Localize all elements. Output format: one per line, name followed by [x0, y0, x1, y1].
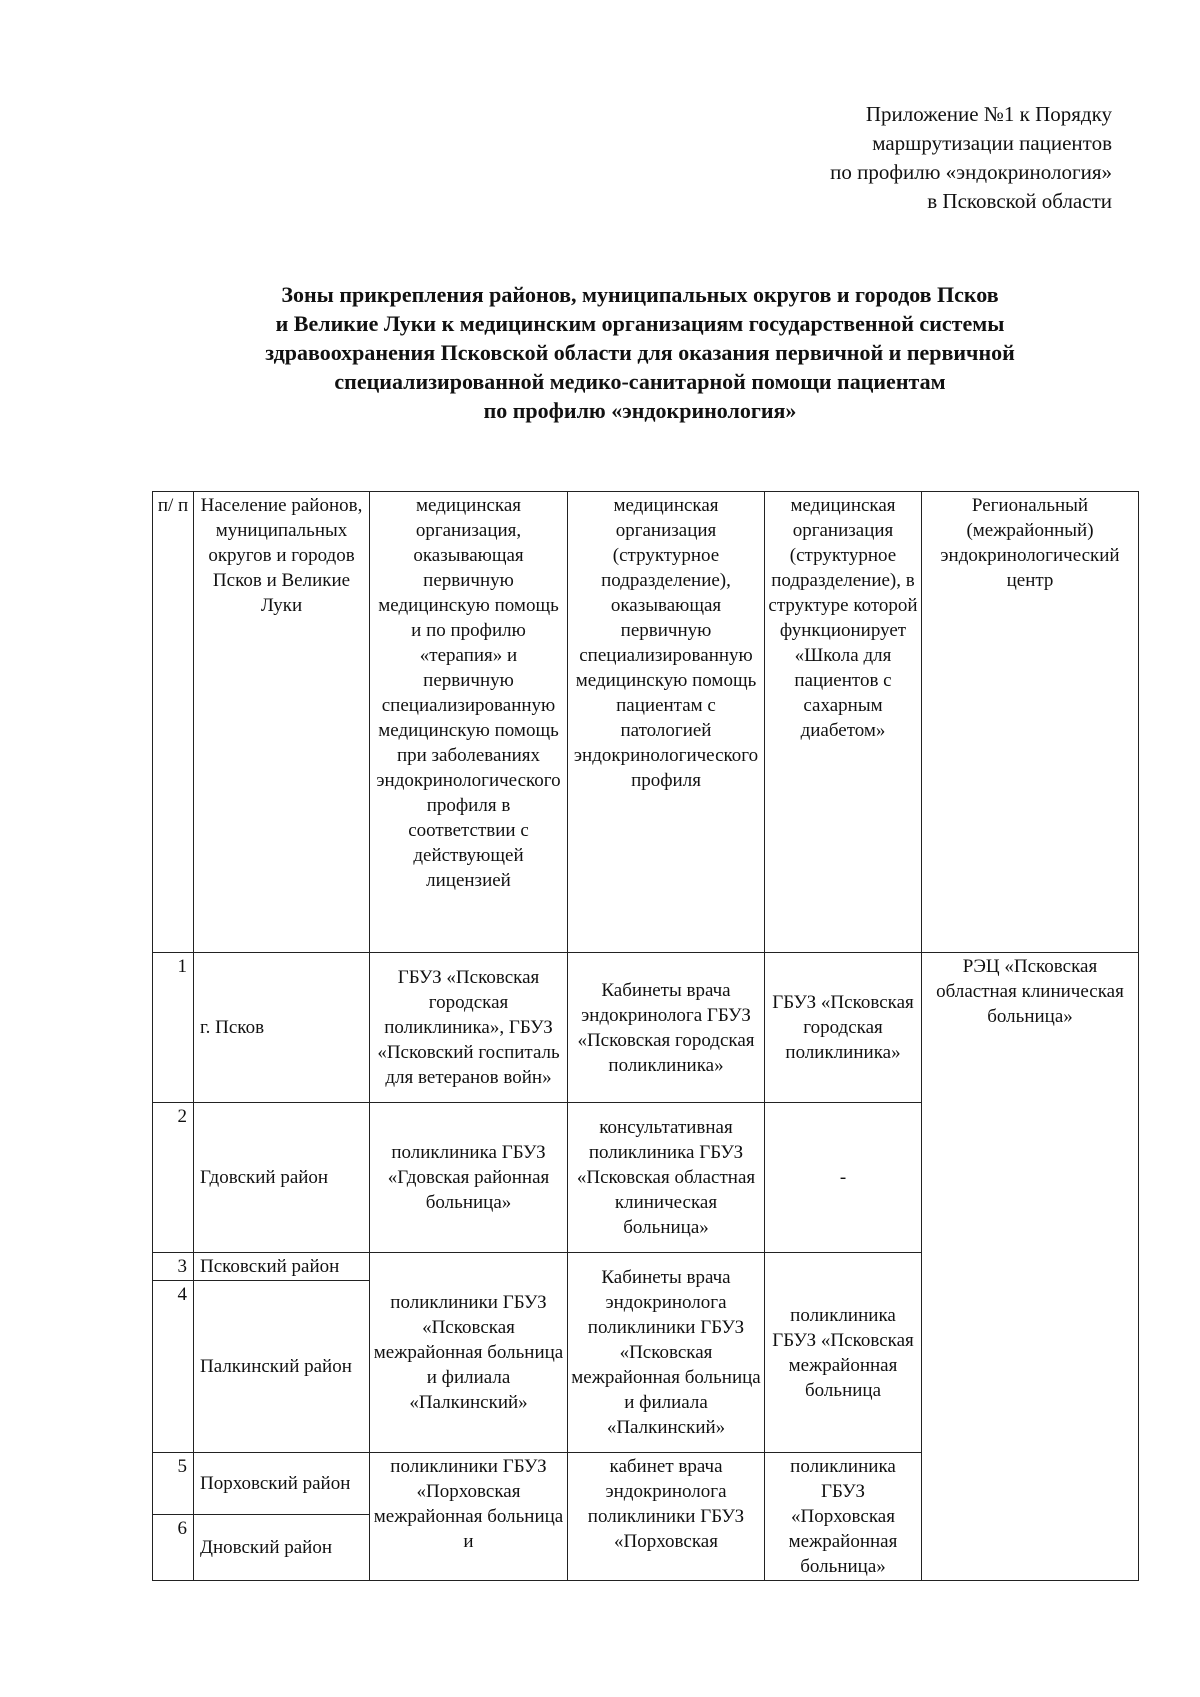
row-number: 3 — [153, 1253, 194, 1281]
header-population: Население районов, муниципальных округов и городов Псков и Великие Луки — [194, 492, 370, 953]
cell-specialized-care: консультативная поликлиника ГБУЗ «Псковская областная клиническая больница» — [568, 1103, 765, 1253]
row-number: 2 — [153, 1103, 194, 1253]
cell-specialized-care: Кабинеты врача эндокринолога поликлиники ГБУЗ «Псковская межрайонная больница и филиала «Палкинский» — [568, 1253, 765, 1453]
title-line: по профилю «эндокринология» — [483, 398, 797, 423]
annex-line: маршрутизации пациентов — [872, 131, 1112, 155]
row-population: Псковский район — [194, 1253, 370, 1281]
cell-specialized-care: Кабинеты врача эндокринолога ГБУЗ «Псковская городская поликлиника» — [568, 953, 765, 1103]
cell-specialized-care: кабинет врача эндокринолога поликлиники ГБУЗ «Порховская — [568, 1453, 765, 1581]
cell-diabetes-school: поликлиника ГБУЗ «Псковская межрайонная больница — [765, 1253, 922, 1453]
row-number: 6 — [153, 1515, 194, 1581]
annex-line: в Псковской области — [927, 189, 1112, 213]
cell-diabetes-school: поликлиника ГБУЗ «Порховская межрайонная больница» — [765, 1453, 922, 1581]
zones-table — [152, 491, 1139, 1581]
annex-line: по профилю «эндокринология» — [830, 160, 1112, 184]
row-population: Гдовский район — [194, 1103, 370, 1253]
cell-regional-center: РЭЦ «Псковская областная клиническая больница» — [922, 953, 1139, 1581]
table-header-row — [153, 492, 1139, 953]
cell-primary-care: поликлиники ГБУЗ «Псковская межрайонная больница и филиала «Палкинский» — [370, 1253, 568, 1453]
header-diabetes-school: медицинская организация (структурное подразделение), в структуре которой функционирует «Школа для пациентов с сахарным диабетом» — [765, 492, 922, 953]
title-line: и Великие Луки к медицинским организациям государственной системы — [275, 311, 1005, 336]
row-number: 5 — [153, 1453, 194, 1515]
row-population: Палкинский район — [194, 1281, 370, 1453]
header-regional-center: Региональный (межрайонный) эндокринологический центр — [922, 492, 1139, 953]
header-number: п/ п — [153, 492, 194, 953]
cell-primary-care: ГБУЗ «Псковская городская поликлиника», ГБУЗ «Псковский госпиталь для ветеранов войн» — [370, 953, 568, 1103]
cell-primary-care: поликлиника ГБУЗ «Гдовская районная больница» — [370, 1103, 568, 1253]
cell-diabetes-school: ГБУЗ «Псковская городская поликлиника» — [765, 953, 922, 1103]
title-line: Зоны прикрепления районов, муниципальных округов и городов Псков — [281, 282, 999, 307]
table-row — [153, 953, 1139, 1103]
header-specialized-care: медицинская организация (структурное подразделение), оказывающая первичную специализированную медицинскую помощь пациентам с патологией эндокринологического профиля — [568, 492, 765, 953]
cell-primary-care: поликлиники ГБУЗ «Порховская межрайонная больница и — [370, 1453, 568, 1581]
row-number: 1 — [153, 953, 194, 1103]
annex-line: Приложение №1 к Порядку — [865, 102, 1112, 126]
annex-reference — [692, 100, 1112, 216]
title-line: здравоохранения Псковской области для оказания первичной и первичной — [265, 340, 1015, 365]
header-primary-care: медицинская организация, оказывающая первичную медицинскую помощь и по профилю «терапия» и первичную специализированную медицинскую помощь при заболеваниях эндокринологического профиля в соответствии с действующей лицензией — [370, 492, 568, 953]
document-title — [120, 280, 1160, 425]
row-population: Порховский район — [194, 1453, 370, 1515]
row-population: г. Псков — [194, 953, 370, 1103]
cell-diabetes-school: - — [765, 1103, 922, 1253]
row-population: Дновский район — [194, 1515, 370, 1581]
title-line: специализированной медико-санитарной помощи пациентам — [334, 369, 946, 394]
row-number: 4 — [153, 1281, 194, 1453]
